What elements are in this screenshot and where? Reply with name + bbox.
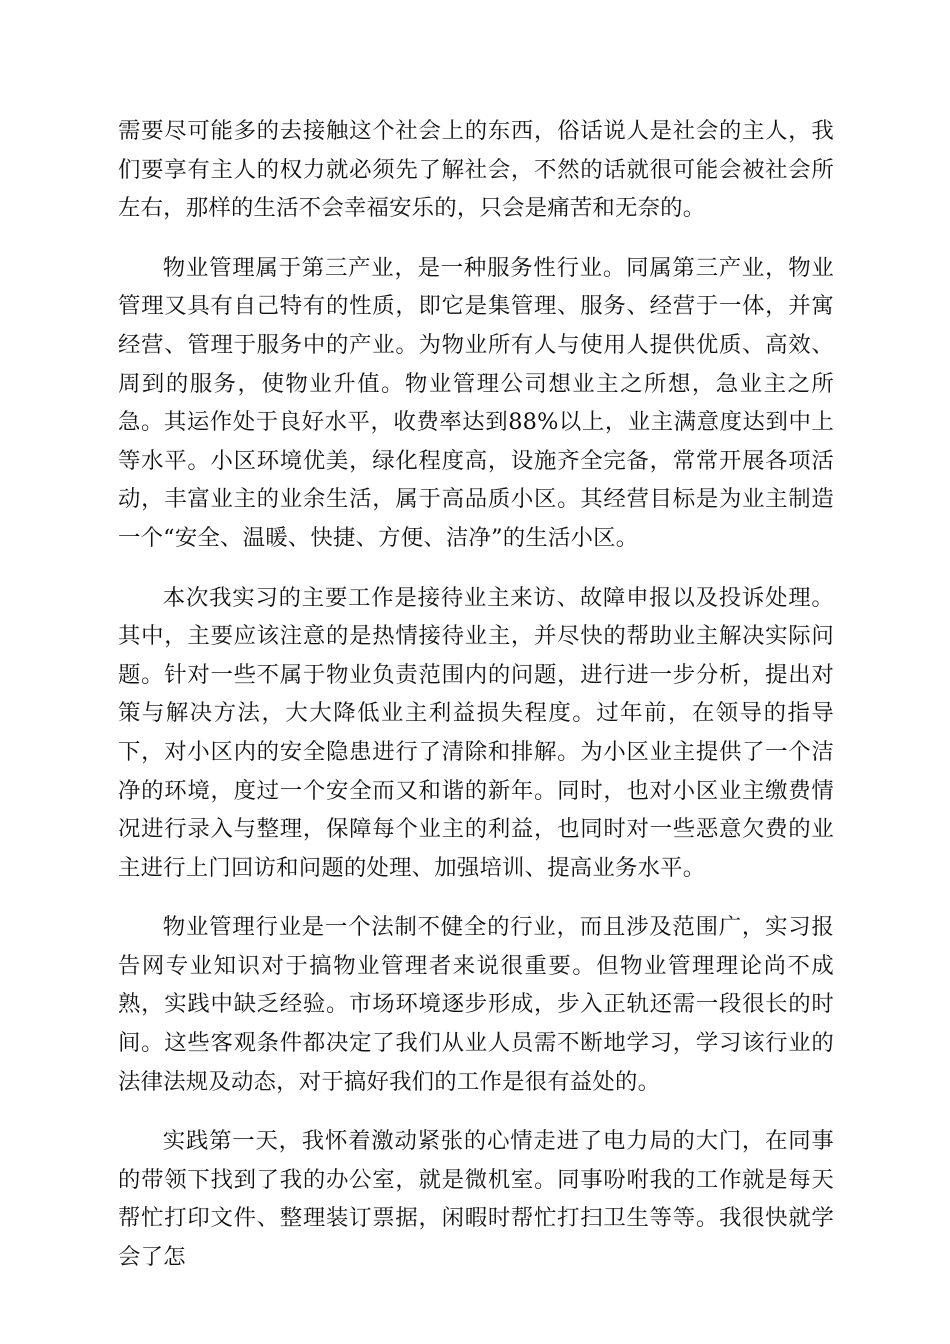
paragraph-industry-learning: 物业管理行业是一个法制不健全的行业，而且涉及范围广，实习报告网专业知识对于搞物业管理者来说很重要。但物业管理理论尚不成熟，实践中缺乏经验。市场环境逐步形成，步入正轨还需一段很长的时间。这些客观条件都决定了我们从业人员需不断地学习，学习该行业的法律法规及动态，对于搞好我们的工作是很有益处的。	[118, 914, 834, 1095]
paragraph-property-management-industry: 物业管理属于第三产业，是一种服务性行业。同属第三产业，物业管理又具有自己特有的性质，即它是集管理、服务、经营于一体，并寓经营、管理于服务中的产业。为物业所有人与使用人提供优质、高效、周到的服务，使物业升值。物业管理公司想业主之所想，急业主之所急。其运作处于良好水平，收费率达到88%以上，业主满意度达到中上等水平。小区环境优美，绿化程度高，设施齐全完备，常常开展各项活动，丰富业主的业余生活，属于高品质小区。其经营目标是为业主制造一个“安全、温暖、快捷、方便、洁净”的生活小区。	[118, 254, 834, 551]
paragraph-first-day: 实践第一天，我怀着激动紧张的心情走进了电力局的大门，在同事的带领下找到了我的办公室，就是微机室。同事吩咐我的工作就是每天帮忙打印文件、整理装订票据，闲暇时帮忙打扫卫生等等。我很快就学会了怎	[118, 1128, 834, 1271]
document-body	[118, 112, 834, 1298]
paragraph-internship-work: 本次我实习的主要工作是接待业主来访、故障申报以及投诉处理。其中，主要应该注意的是热情接待业主，并尽快的帮助业主解决实际问题。针对一些不属于物业负责范围内的问题，进行进一步分析，提出对策与解决方法，大大降低业主利益损失程度。过年前，在领导的指导下，对小区内的安全隐患进行了清除和排解。为小区业主提供了一个洁净的环境，度过一个安全而又和谐的新年。同时，也对小区业主缴费情况进行录入与整理，保障每个业主的利益，也同时对一些恶意欠费的业主进行上门回访和问题的处理、加强培训、提高业务水平。	[118, 584, 834, 881]
paragraph-continuation: 需要尽可能多的去接触这个社会上的东西，俗话说人是社会的主人，我们要享有主人的权力就必须先了解社会，不然的话就很可能会被社会所左右，那样的生活不会幸福安乐的，只会是痛苦和无奈的。	[118, 118, 834, 222]
